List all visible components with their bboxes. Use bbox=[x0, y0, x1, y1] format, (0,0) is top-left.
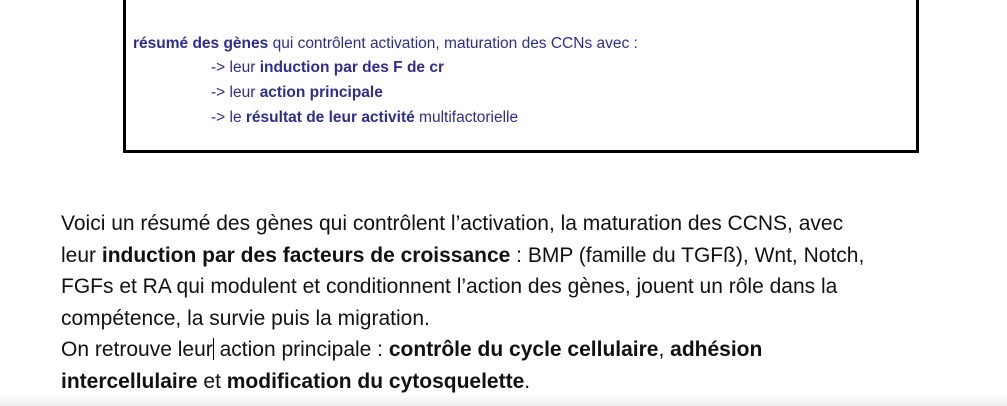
paragraph-line-6 bbox=[61, 366, 961, 398]
paragraph-line-1: Voici un résumé des gènes qui contrôlent l’activation, la maturation des CCNS, avec bbox=[61, 212, 844, 235]
summary-line-1-rest: qui contrôlent activation, maturation des CCNs avec : bbox=[268, 35, 638, 52]
summary-line-3-prefix: -> leur bbox=[211, 84, 260, 101]
paragraph-line-2-prefix: leur bbox=[61, 243, 102, 267]
paragraph-line-6-bold-2: modification du cytosquelette bbox=[226, 369, 525, 393]
summary-line-4-bold: résultat de leur activité bbox=[245, 109, 415, 126]
paragraph-line-5 bbox=[61, 334, 961, 366]
paragraph-line-6-end: . bbox=[524, 369, 531, 393]
paragraph-line-5-sep: , bbox=[658, 338, 671, 361]
paragraph-line-4: compétence, la survie puis la migration. bbox=[61, 306, 430, 330]
paragraph-line-3: FGFs et RA qui modulent et conditionnent l’action des gènes, jouent un rôle dans la bbox=[61, 275, 838, 298]
summary-line-3 bbox=[211, 84, 383, 102]
summary-line-1 bbox=[133, 35, 638, 53]
bottom-fade-overlay bbox=[0, 394, 1007, 406]
paragraph-line-5-prefix-b: action principale : bbox=[213, 338, 389, 361]
paragraph-line-2 bbox=[61, 240, 961, 272]
summary-line-4-prefix: -> le bbox=[211, 109, 246, 126]
summary-line-2-bold: induction par des F de cr bbox=[259, 59, 444, 76]
paragraph-line-6-bold-1: intercellulaire bbox=[61, 369, 198, 393]
summary-line-2-prefix: -> leur bbox=[211, 59, 260, 76]
body-paragraph[interactable] bbox=[61, 208, 961, 397]
summary-box bbox=[123, 0, 919, 153]
summary-line-4 bbox=[211, 109, 518, 127]
summary-line-1-bold: résumé des gènes bbox=[133, 35, 269, 52]
paragraph-line-5-bold-1: contrôle du cycle cellulaire bbox=[388, 338, 659, 361]
paragraph-line-2-rest: : BMP (famille du TGFß), Wnt, Notch, bbox=[510, 243, 865, 267]
paragraph-line-5-bold-2: adhésion bbox=[670, 338, 763, 361]
summary-line-4-rest: multifactorielle bbox=[414, 109, 519, 126]
summary-line-3-bold: action principale bbox=[259, 84, 383, 101]
paragraph-line-5-prefix-a: On retrouve leur bbox=[61, 338, 213, 361]
paragraph-line-2-bold: induction par des facteurs de croissance bbox=[101, 243, 511, 267]
paragraph-line-6-mid: et bbox=[197, 369, 227, 393]
summary-line-2 bbox=[211, 59, 444, 77]
